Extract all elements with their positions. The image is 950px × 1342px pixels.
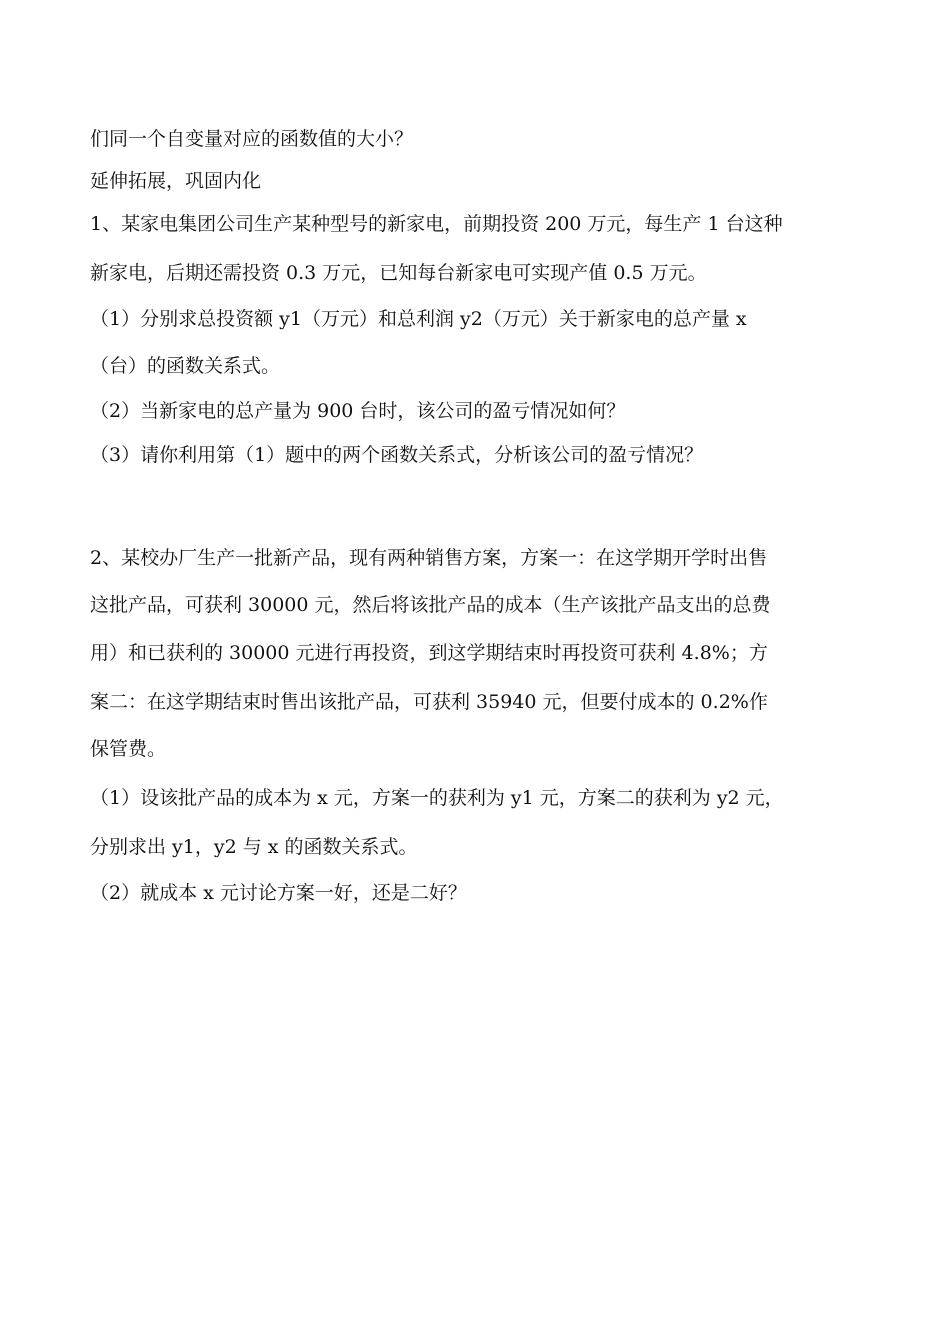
intro-text: 们同一个自变量对应的函数值的大小？ xyxy=(90,128,414,150)
problem1-question2: （2）当新家电的总产量为 900 台时，该公司的盈亏情况如何？ xyxy=(90,400,626,422)
section-heading: 延伸拓展，巩固内化 xyxy=(90,170,262,192)
problem2-question1-line1: （1）设该批产品的成本为 x 元，方案一的获利为 y1 元，方案二的获利为 y2 元， xyxy=(90,787,784,809)
problem1-question3: （3）请你利用第（1）题中的两个函数关系式，分析该公司的盈亏情况？ xyxy=(90,444,704,466)
problem2-question2: （2）就成本 x 元讨论方案一好，还是二好？ xyxy=(90,882,467,904)
problem2-stem-line2: 这批产品，可获利 30000 元，然后将该批产品的成本（生产该批产品支出的总费 xyxy=(90,594,771,616)
problem1-stem-line2: 新家电，后期还需投资 0.3 万元，已知每台新家电可实现产值 0.5 万元。 xyxy=(90,262,707,284)
problem2-stem-line3: 用）和已获利的 30000 元进行再投资，到这学期结束时再投资可获利 4.8%；方 xyxy=(90,642,768,664)
problem2-stem-line1: 2、某校办厂生产一批新产品，现有两种销售方案，方案一：在这学期开学时出售 xyxy=(90,547,768,569)
problem2-stem-line4: 案二：在这学期结束时售出该批产品，可获利 35940 元，但要付成本的 0.2%作 xyxy=(90,691,768,713)
problem1-question1-line1: （1）分别求总投资额 y1（万元）和总利润 y2（万元）关于新家电的总产量 x xyxy=(90,308,747,330)
problem2-question1-line2: 分别求出 y1，y2 与 x 的函数关系式。 xyxy=(90,836,418,858)
problem1-stem-line1: 1、某家电集团公司生产某种型号的新家电，前期投资 200 万元，每生产 1 台这种 xyxy=(90,213,783,235)
problem2-stem-line5: 保管费。 xyxy=(90,738,167,760)
problem1-question1-line2: （台）的函数关系式。 xyxy=(90,355,281,377)
